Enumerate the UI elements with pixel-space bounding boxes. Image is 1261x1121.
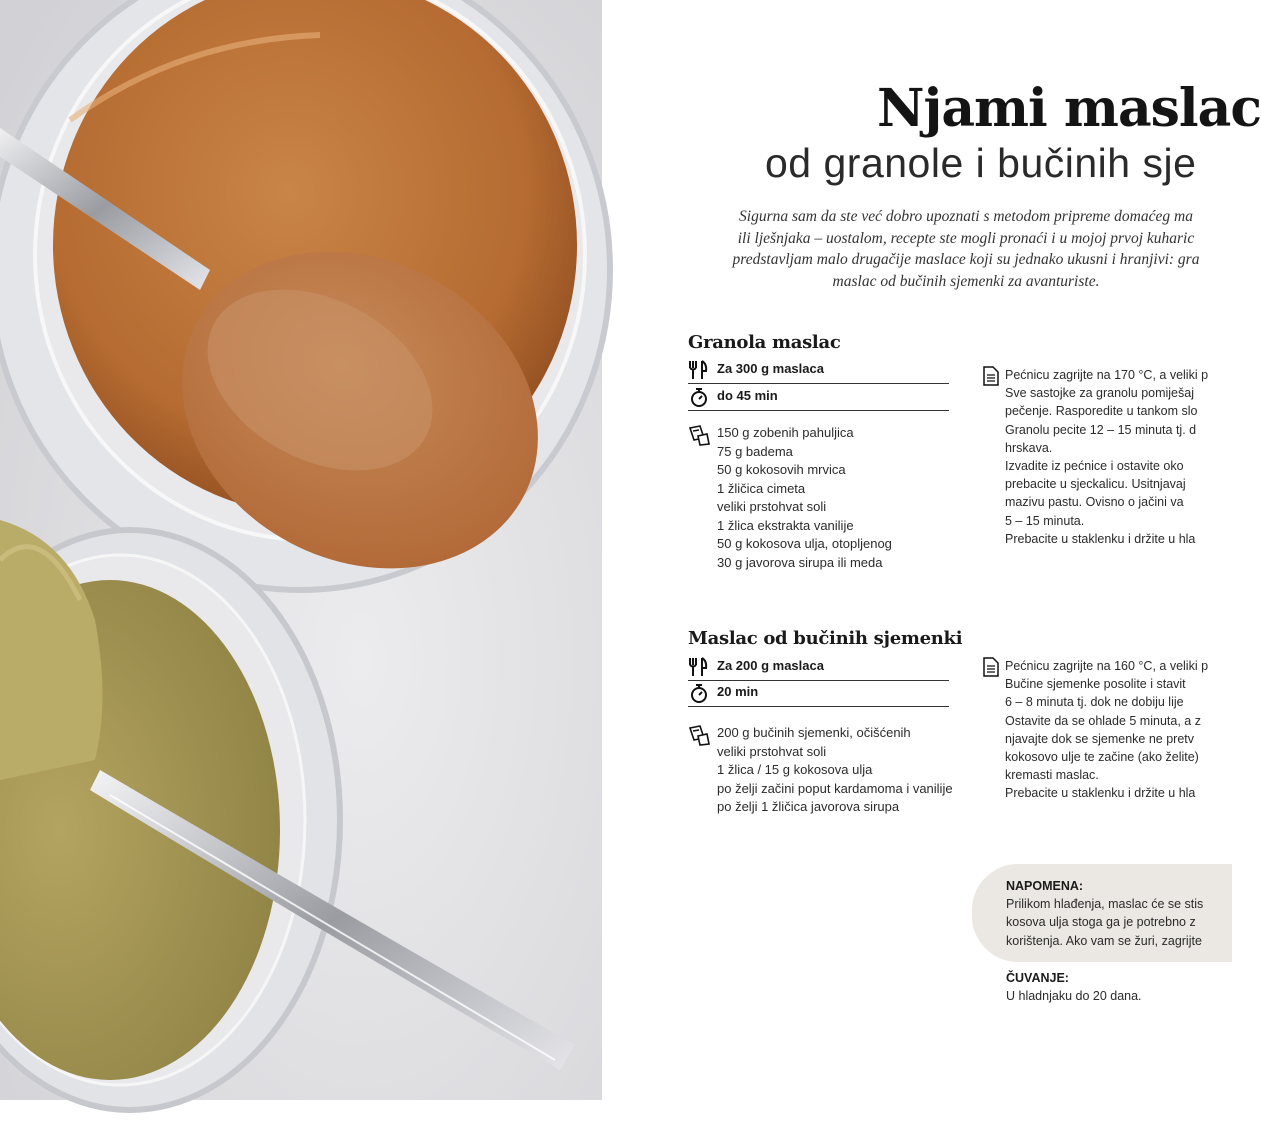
step-line: Ostavite da se ohlade 5 minuta, a z — [1005, 713, 1201, 728]
step-line: kokosovo ulje te začine (ako želite) — [1005, 750, 1199, 765]
step-line: pečenje. Rasporedite u tankom slo — [1005, 404, 1198, 419]
storage-text: U hladnjaku do 20 dana. — [1006, 989, 1142, 1004]
groceries-icon — [688, 724, 710, 746]
ingredient-item: 1 žličica cimeta — [717, 480, 806, 496]
ingredients-list-granola — [688, 424, 892, 572]
page-subtitle: od granole i bučinih sje — [765, 140, 1197, 186]
ingredient-item: 200 g bučinih sjemenki, očišćenih — [717, 725, 911, 740]
step-line: Pećnicu zagrijte na 160 °C, a veliki p — [1005, 659, 1209, 673]
ingredient-item: 50 g kokosovih mrvica — [717, 462, 846, 477]
time-text: 20 min — [717, 684, 759, 699]
stopwatch-icon — [688, 387, 710, 407]
cutlery-icon — [688, 657, 710, 677]
ingredient-item: 1 žlica ekstrakta vanilije — [717, 517, 854, 533]
ingredient-item: 50 g kokosova ulja, otopljenog — [717, 536, 892, 551]
step-line: Granolu pecite 12 – 15 minuta tj. d — [1005, 422, 1197, 437]
document-icon — [982, 657, 1000, 677]
note-line: korištenja. Ako vam se žuri, zagrijte — [1006, 933, 1202, 948]
intro-text — [686, 206, 1246, 292]
servings-text: Za 200 g maslaca — [717, 658, 824, 673]
intro-line: Sigurna sam da ste već dobro upoznati s metodom pripreme domaćeg ma — [739, 208, 1193, 225]
step-line: Prebacite u staklenku i držite u hla — [1005, 786, 1196, 801]
intro-line: ili lješnjaka – uostalom, recepte ste mogli pronaći i u mojoj prvoj kuharic — [737, 229, 1195, 247]
intro-line: predstavljam malo drugačije maslace koji su jednako ukusni i hranjivi: gra — [732, 251, 1200, 268]
recipe-title-pumpkin: Maslac od bučinih sjemenki — [688, 628, 963, 649]
ingredient-item: 75 g badema — [717, 443, 793, 459]
ingredient-item: veliki prstohvat soli — [717, 743, 827, 759]
cutlery-icon — [688, 360, 710, 380]
servings-row — [688, 654, 949, 681]
page-title: Njami maslac — [877, 78, 1261, 139]
recipe-title-granola: Granola maslac — [688, 332, 841, 353]
time-row — [688, 680, 949, 707]
step-line: Pećnicu zagrijte na 170 °C, a veliki p — [1005, 368, 1209, 382]
step-line: Bučine sjemenke posolite i stavit — [1005, 677, 1186, 692]
document-icon — [982, 366, 1000, 386]
method-steps-granola — [982, 366, 1208, 548]
recipe-page — [602, 0, 1261, 1121]
note-line: Prilikom hlađenja, maslac će se stis — [1006, 897, 1204, 912]
step-line: Izvadite iz pećnice i ostavite oko — [1005, 459, 1184, 474]
ingredient-item: 150 g zobenih pahuljica — [717, 425, 854, 440]
servings-row — [688, 357, 949, 384]
step-line: 5 – 15 minuta. — [1005, 513, 1085, 528]
step-line: prebacite u sjeckalicu. Usitnjavaj — [1005, 477, 1186, 492]
stopwatch-icon — [688, 683, 710, 703]
nut-butter-photo — [0, 0, 602, 1100]
step-line: mazivu pastu. Ovisno o jačini va — [1005, 495, 1184, 510]
note-line: kosova ulja stoga ga je potrebno z — [1006, 915, 1196, 930]
intro-line: maslac od bučinih sjemenki za avanturiste. — [832, 272, 1100, 290]
ingredient-item: veliki prstohvat soli — [717, 499, 827, 514]
time-text: do 45 min — [717, 388, 778, 403]
note-heading: NAPOMENA: — [1006, 879, 1084, 893]
servings-text: Za 300 g maslaca — [717, 361, 824, 376]
step-line: hrskava. — [1005, 440, 1053, 455]
storage-block — [1006, 969, 1142, 1005]
storage-heading: ČUVANJE: — [1006, 971, 1069, 985]
method-steps-pumpkin — [982, 657, 1208, 803]
ingredients-list-pumpkin — [688, 724, 953, 817]
step-line: njavajte dok se sjemenke ne pretv — [1005, 731, 1194, 746]
ingredient-item: po želji začini poput kardamoma i vanilije — [717, 780, 953, 796]
step-line: 6 – 8 minuta tj. dok ne dobiju lije — [1005, 695, 1184, 710]
step-line: Prebacite u staklenku i držite u hla — [1005, 531, 1196, 546]
ingredient-item: 30 g javorova sirupa ili meda — [717, 554, 883, 570]
step-line: kremasti maslac. — [1005, 768, 1099, 783]
ingredient-item: po želji 1 žličica javorova sirupa — [717, 799, 900, 814]
step-line: Sve sastojke za granolu pomiješaj — [1005, 386, 1194, 401]
note-block — [1006, 877, 1203, 950]
ingredient-item: 1 žlica / 15 g kokosova ulja — [717, 762, 873, 777]
time-row — [688, 384, 949, 411]
groceries-icon — [688, 424, 710, 446]
